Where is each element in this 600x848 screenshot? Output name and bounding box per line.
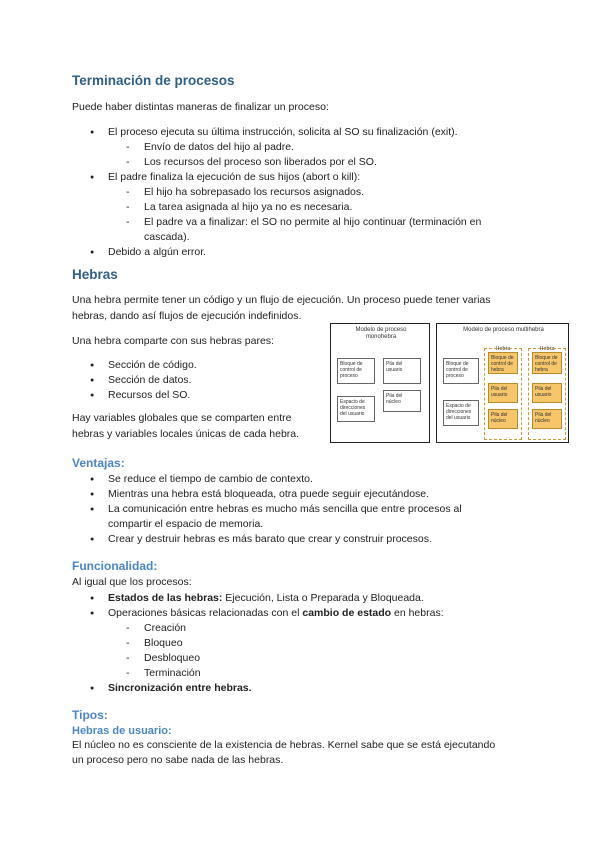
list-item: ● Se reduce el tiempo de cambio de contexto. [108,472,548,487]
sub-list-continuation: cascada). [144,231,190,243]
thread-control-block: Bloque de control de hebra [532,352,562,374]
user-address-space: Espacio de direcciones del usuario [337,396,375,422]
thread-column [484,348,522,440]
diagram-single-thread [330,323,430,443]
sub-list-item: - Creación [144,621,548,636]
section-title-hebras: Hebras [72,267,118,282]
section-title-terminacion: Terminación de procesos [72,73,235,88]
list-item: ● Sección de datos. [108,373,308,388]
process-control-block: Bloque de control de proceso [337,358,375,384]
diagram-multi-thread [436,323,569,443]
list-item: ● Debido a algún error. [108,245,548,260]
sub-list-item: - Terminación [144,666,548,681]
advantages-list [108,472,548,547]
list-item-continuation: compartir el espacio de memoria. [108,518,264,530]
paragraph-intro-terminacion: Puede haber distintas maneras de finalizar un proceso: [72,101,329,113]
user-address-space: Espacio de direcciones del usuario [443,400,479,426]
thread-kernel-stack: Pila del núcleo [532,409,562,429]
diagram-title: Modelo de proceso monohebra [355,327,407,340]
paragraph-tipos-1: El núcleo no es consciente de la existencia de hebras. Kernel sabe que se está ejecutando [72,739,496,751]
thread-column-title: Hebra [495,346,511,352]
user-stack: Pila del usuario [383,358,421,384]
shared-list [108,358,308,403]
section-title-tipos: Tipos: [72,708,108,722]
paragraph-hebras-3a: Hay variables globales que se comparten entre [72,412,292,424]
thread-control-block: Bloque de control de hebra [488,352,518,374]
list-item: ● Estados de las hebras: Ejecución, Lista o Preparada y Bloqueada. [108,591,548,606]
paragraph-hebras-1a: Una hebra permite tener un código y un flujo de ejecución. Un proceso puede tener varias [72,294,491,306]
list-item: ● El padre finaliza la ejecución de sus hijos (abort o kill): - El hijo ha sobrepasado los recursos asignados. - La tarea asignada al hijo ya no es necesaria. - El padre va a finalizar: el SO no permite al hijo continuar (terminación en cascada). [108,170,548,245]
process-control-block: Bloque de control de proceso [443,358,479,384]
sub-list-item: - El hijo ha sobrepasado los recursos asignados. [144,185,548,200]
paragraph-hebras-3b: hebras y variables locales únicas de cada hebra. [72,428,300,440]
sub-list-item: - Los recursos del proceso son liberados por el SO. [144,155,548,170]
thread-user-stack: Pila del usuario [488,383,518,403]
thread-kernel-stack: Pila del núcleo [488,409,518,429]
section-title-ventajas: Ventajas: [72,456,125,470]
sub-list-item: - Bloqueo [144,636,548,651]
diagram-title: Modelo de proceso multihebra [463,327,544,333]
sub-list-item: - Desbloqueo [144,651,548,666]
paragraph-funcionalidad: Al igual que los procesos: [72,576,192,588]
paragraph-hebras-2: Una hebra comparte con sus hebras pares: [72,335,274,347]
thread-user-stack: Pila del usuario [532,383,562,403]
sub-list-item: - El padre va a finalizar: el SO no permite al hijo continuar (terminación en [144,215,548,230]
list-item: ● La comunicación entre hebras es mucho más sencilla que entre procesos al [108,502,548,517]
sub-list-item: - La tarea asignada al hijo ya no es necesaria. [144,200,548,215]
termination-list [108,125,548,260]
section-title-funcionalidad: Funcionalidad: [72,559,158,573]
list-item: ● Operaciones básicas relacionadas con el cambio de estado en hebras: - Creación - Bloqueo - Desbloqueo - Terminación [108,606,548,681]
kernel-stack: Pila del núcleo [383,390,421,412]
list-item: ● Mientras una hebra está bloqueada, otra puede seguir ejecutándose. [108,487,548,502]
paragraph-hebras-1b: hebras, dando así flujos de ejecución indefinidos. [72,310,302,322]
thread-column-title: Hebra [539,346,555,352]
functionality-list [108,591,548,696]
paragraph-tipos-2: un proceso pero no sabe nada de las hebras. [72,754,284,766]
list-item: ● Recursos del SO. [108,388,308,403]
sub-list-item: - Envío de datos del hijo al padre. [144,140,548,155]
list-item: ● Sincronización entre hebras. [108,681,548,696]
list-item: ● Crear y destruir hebras es más barato que crear y construir procesos. [108,532,548,547]
list-item: ● Sección de código. [108,358,308,373]
thread-column [528,348,566,440]
subsection-title-hebras-usuario: Hebras de usuario: [72,725,172,737]
list-item: ● El proceso ejecuta su última instrucción, solicita al SO su finalización (exit). - Envío de datos del hijo al padre. - Los recursos del proceso son liberados por el SO. [108,125,548,170]
